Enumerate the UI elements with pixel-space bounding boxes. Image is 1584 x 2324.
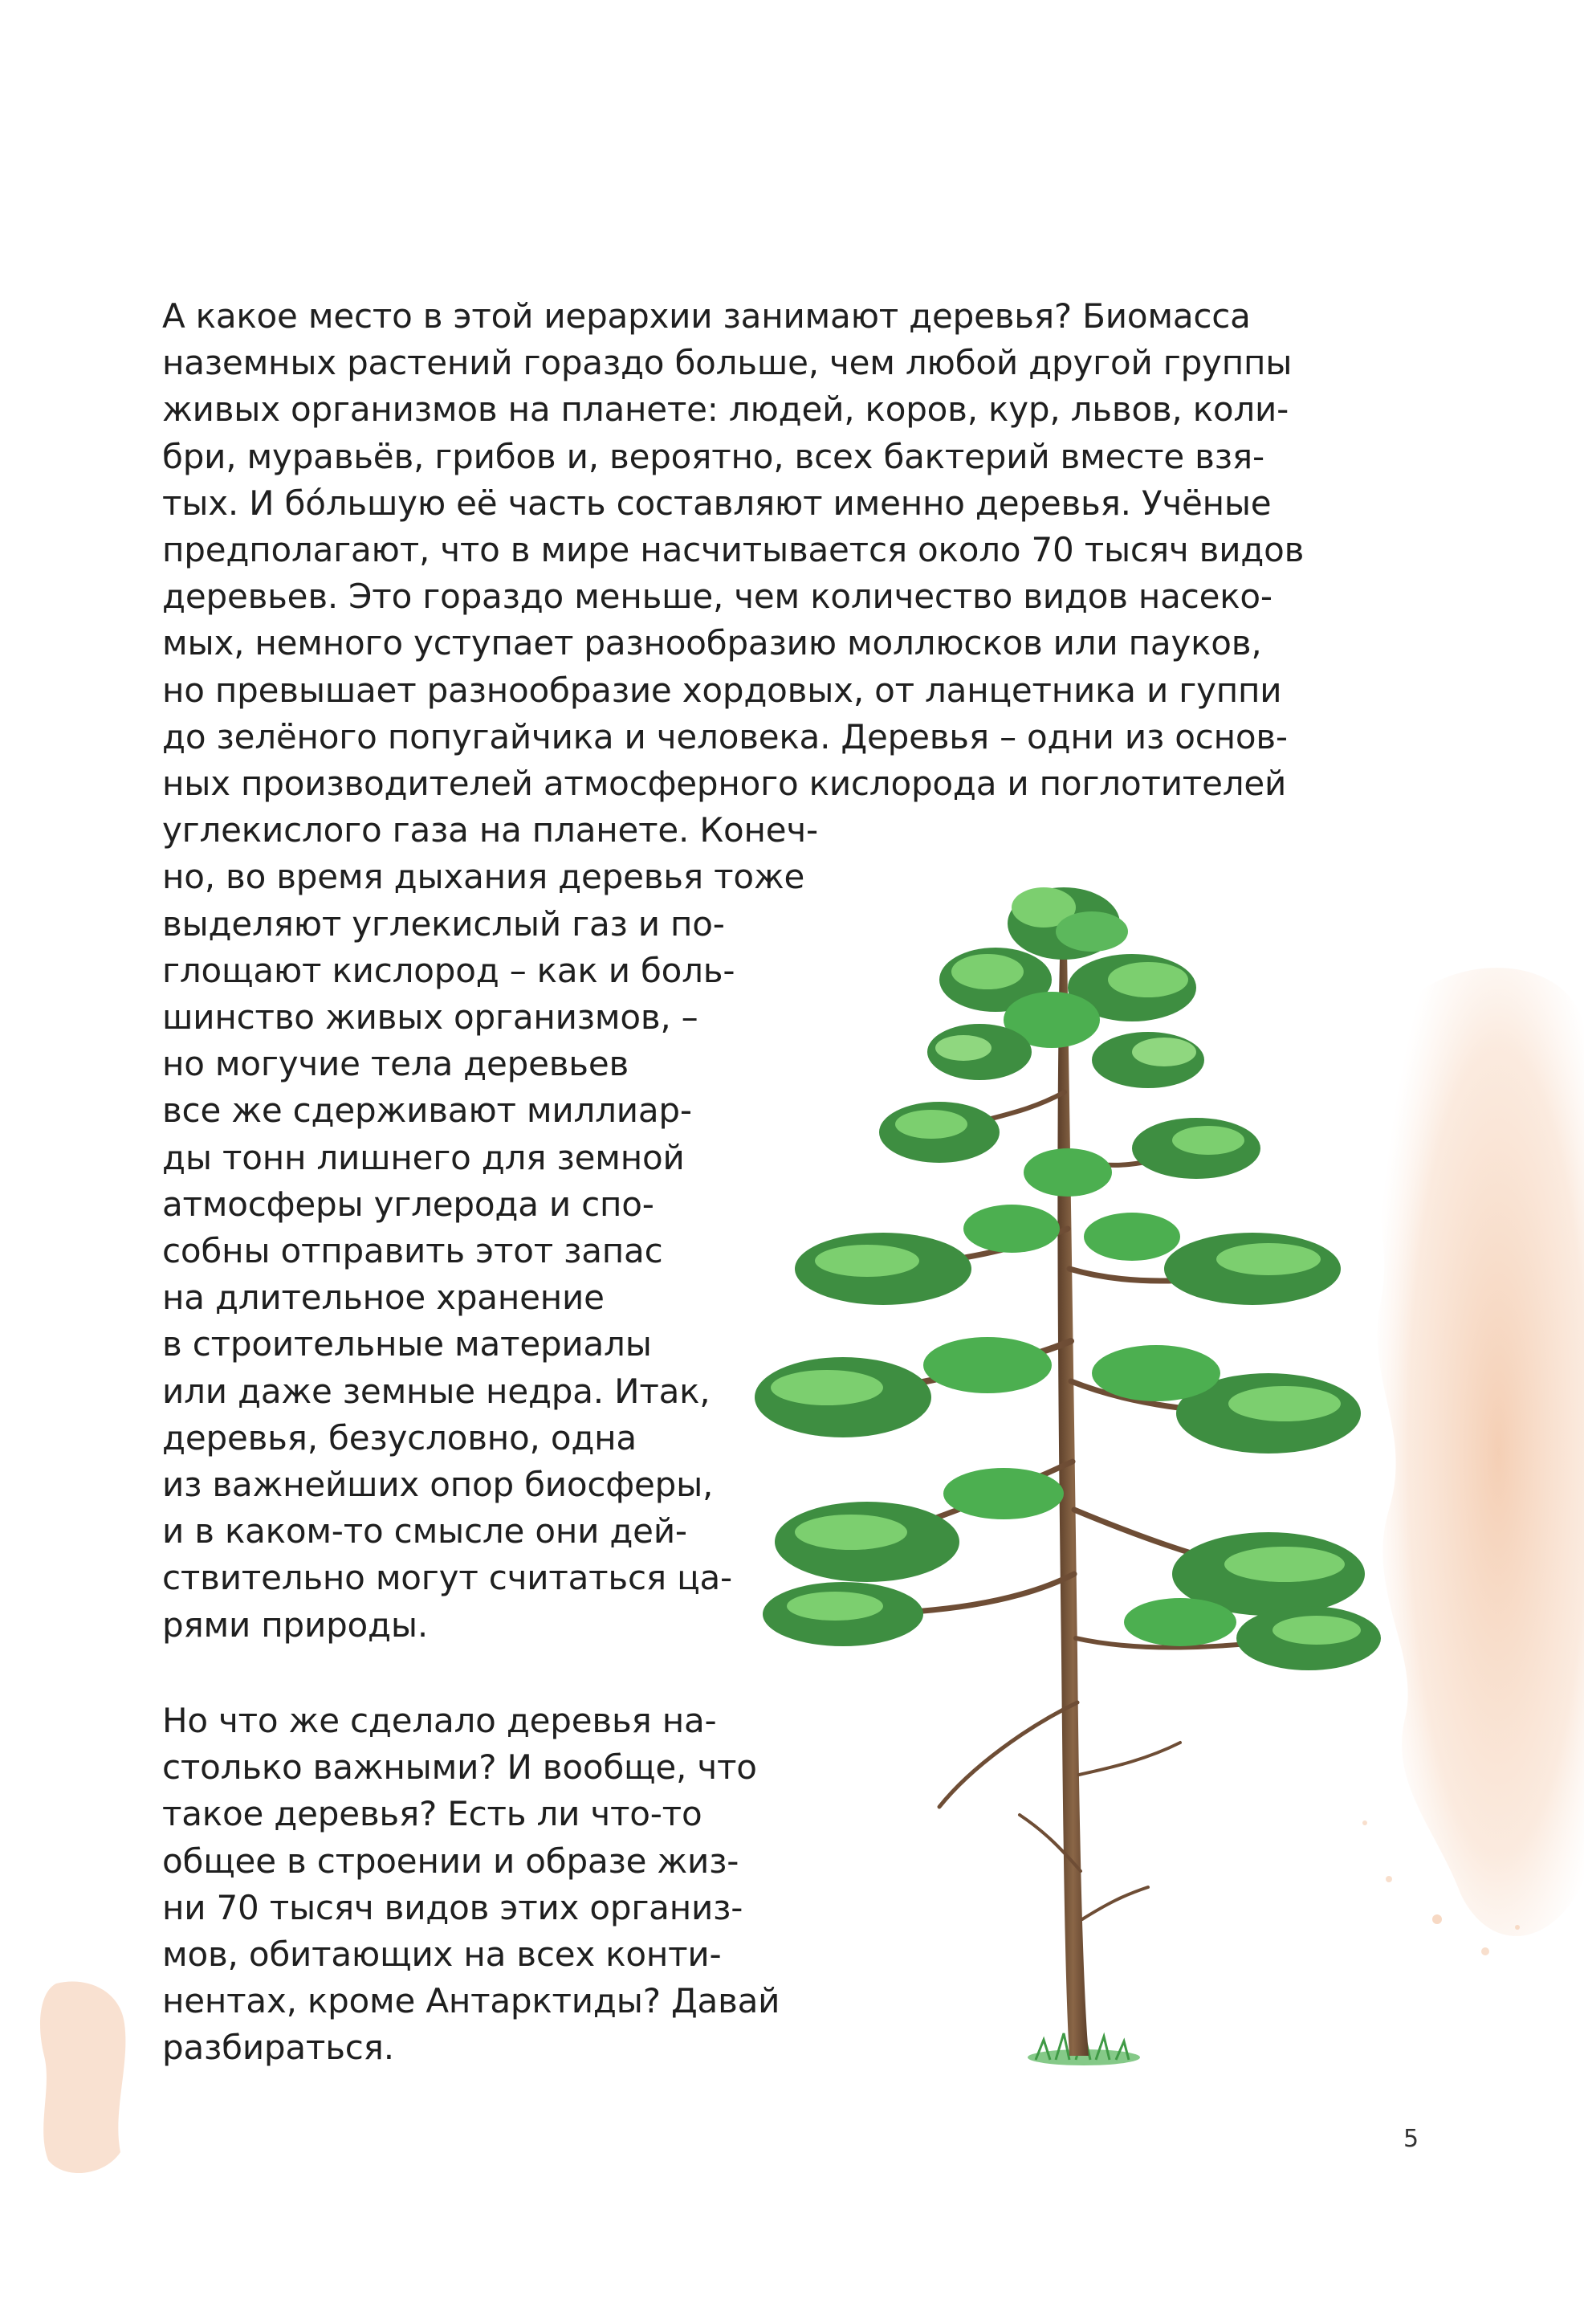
text-line: рями природы. xyxy=(162,1604,428,1645)
text-line: общее в строении и образе жиз- xyxy=(162,1841,739,1881)
text-line: мов, обитающих на всех конти- xyxy=(162,1935,722,1975)
text-line: деревья, безусловно, одна xyxy=(162,1417,637,1458)
text-line: нентах, кроме Антарктиды? Давай xyxy=(162,1981,780,2021)
text-line: но превышает разнообразие хордовых, от ланцетника и гуппи xyxy=(162,670,1282,710)
text-line: шинство живых организмов, – xyxy=(162,997,698,1038)
text-line: атмосферы углерода и спо- xyxy=(162,1184,654,1224)
text-line: бри, муравьёв, грибов и, вероятно, всех бактерий вместе взя- xyxy=(162,436,1264,476)
text-line: но, во время дыхания деревья тоже xyxy=(162,857,805,897)
text-line: на длительное хранение xyxy=(162,1278,605,1318)
text-line: из важнейших опор биосферы, xyxy=(162,1465,714,1505)
text-line: ных производителей атмосферного кислорода и поглотителей xyxy=(162,764,1287,804)
text-line: Но что же сделало деревья на- xyxy=(162,1701,717,1740)
text-line: или даже земные недра. Итак, xyxy=(162,1371,711,1411)
text-line: предполагают, что в мире насчитывается около 70 тысяч видов xyxy=(162,530,1305,570)
watercolor-wash-left xyxy=(32,1975,145,2184)
text-line: ствительно могут считаться ца- xyxy=(162,1558,732,1598)
text-line: и в каком-то смысле они дей- xyxy=(162,1511,687,1551)
text-line: столько важными? И вообще, что xyxy=(162,1747,757,1788)
tree-trunk xyxy=(1057,899,1089,2056)
text-line: в строительные материалы xyxy=(162,1324,652,1364)
text-line: выделяют углекислый газ и по- xyxy=(162,903,725,944)
text-line: до зелёного попугайчика и человека. Деревья – одни из основ- xyxy=(162,716,1288,756)
text-line: мых, немного уступает разнообразию моллюсков или пауков, xyxy=(162,623,1262,663)
text-line: но могучие тела деревьев xyxy=(162,1044,629,1084)
text-line: все же сдерживают миллиар- xyxy=(162,1091,692,1131)
text-line: ды тонн лишнего для земной xyxy=(162,1137,685,1177)
pine-tree-icon xyxy=(747,851,1389,2080)
text-line: наземных растений гораздо больше, чем любой другой группы xyxy=(162,343,1293,383)
text-line: разбираться. xyxy=(162,2028,394,2068)
page-number: 5 xyxy=(1403,2125,1419,2153)
text-line: глощают кислород – как и боль- xyxy=(162,950,735,990)
text-line: А какое место в этой иерархии занимают деревья? Биомасса xyxy=(162,296,1251,336)
text-line: ни 70 тысяч видов этих организ- xyxy=(162,1887,743,1927)
text-line: углекислого газа на планете. Конеч- xyxy=(162,810,818,850)
body-paragraph-2 xyxy=(162,1698,780,2072)
text-line: собны отправить этот запас xyxy=(162,1231,663,1271)
text-line: деревьев. Это гораздо меньше, чем количество видов насеко- xyxy=(162,577,1272,617)
text-line: тых. И бо́льшую её часть составляют именно деревья. Учёные xyxy=(162,483,1272,523)
text-line: такое деревья? Есть ли что-то xyxy=(162,1794,702,1834)
text-line: живых организмов на планете: людей, коров, кур, львов, коли- xyxy=(162,389,1289,430)
